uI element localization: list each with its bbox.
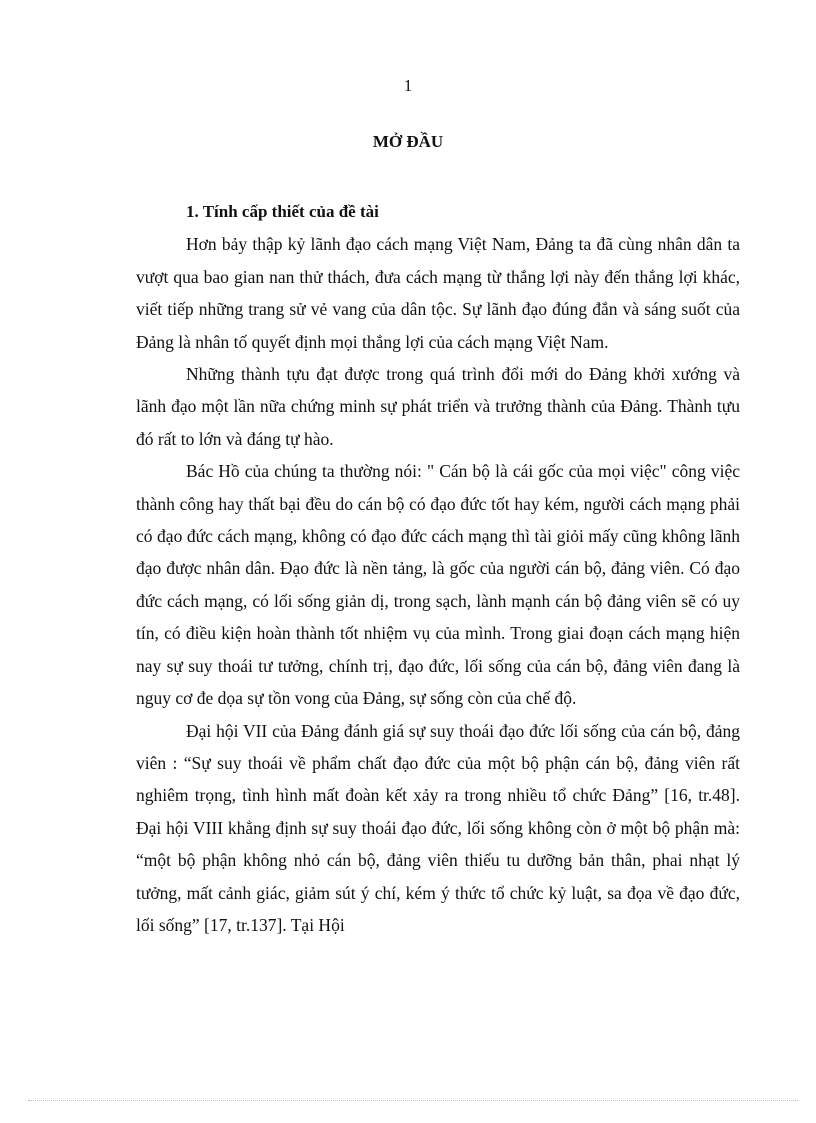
paragraph: Hơn bảy thập kỷ lãnh đạo cách mạng Việt Nam, Đảng ta đã cùng nhân dân ta vượt qua bao gian nan thử thách, đưa cách mạng từ thắng lợi này đến thắng lợi khác, viết tiếp những trang sử vẻ vang của dân tộc. Sự lãnh đạo đúng đắn và sáng suốt của Đảng là nhân tố quyết định mọi thắng lợi của cách mạng Việt Nam.: [136, 234, 740, 352]
section-title: 1. Tính cấp thiết của đề tài: [186, 202, 379, 221]
paragraph: Đại hội VII của Đảng đánh giá sự suy thoái đạo đức lối sống của cán bộ, đảng viên : “Sự suy thoái về phẩm chất đạo đức của một bộ phận cán bộ, đảng viên rất nghiêm trọng, tình hình mất đoàn kết xảy ra trong nhiều tổ chức Đảng” [16, tr.48]. Đại hội VIII khẳng định sự suy thoái đạo đức, lối sống không còn ở một bộ phận mà: “một bộ phận không nhỏ cán bộ, đảng viên thiếu tu dưỡng bản thân, phai nhạt lý tưởng, mất cảnh giác, giảm sút ý chí, kém ý thức tổ chức kỷ luật, sa đọa về đạo đức, lối sống” [17, tr.137]. Tại Hội: [136, 720, 740, 935]
page-heading: MỞ ĐẦU: [372, 132, 444, 151]
page-number: 1: [403, 76, 413, 95]
body-text: [136, 196, 740, 941]
paragraph: Những thành tựu đạt được trong quá trình đổi mới do Đảng khởi xướng và lãnh đạo một lần nữa chứng minh sự phát triển và trưởng thành của Đảng. Thành tựu đó rất to lớn và đáng tự hào.: [136, 364, 740, 449]
paragraph: Bác Hồ của chúng ta thường nói: " Cán bộ là cái gốc của mọi việc" công việc thành công hay thất bại đều do cán bộ có đạo đức tốt hay kém, người cách mạng phải có đạo đức cách mạng, không có đạo đức cách mạng thì tài giỏi mấy cũng không lãnh đạo được nhân dân. Đạo đức là nền tảng, là gốc của người cán bộ, đảng viên. Có đạo đức cách mạng, có lối sống giản dị, trong sạch, lành mạnh cán bộ đảng viên sẽ có uy tín, có điều kiện hoàn thành tốt nhiệm vụ của mình. Trong giai đoạn cách mạng hiện nay sự suy thoái tư tưởng, chính trị, đạo đức, lối sống của cán bộ, đảng viên đang là nguy cơ đe dọa sự tồn vong của Đảng, sự sống còn của chế độ.: [136, 461, 740, 709]
footer-divider: [28, 1100, 798, 1101]
